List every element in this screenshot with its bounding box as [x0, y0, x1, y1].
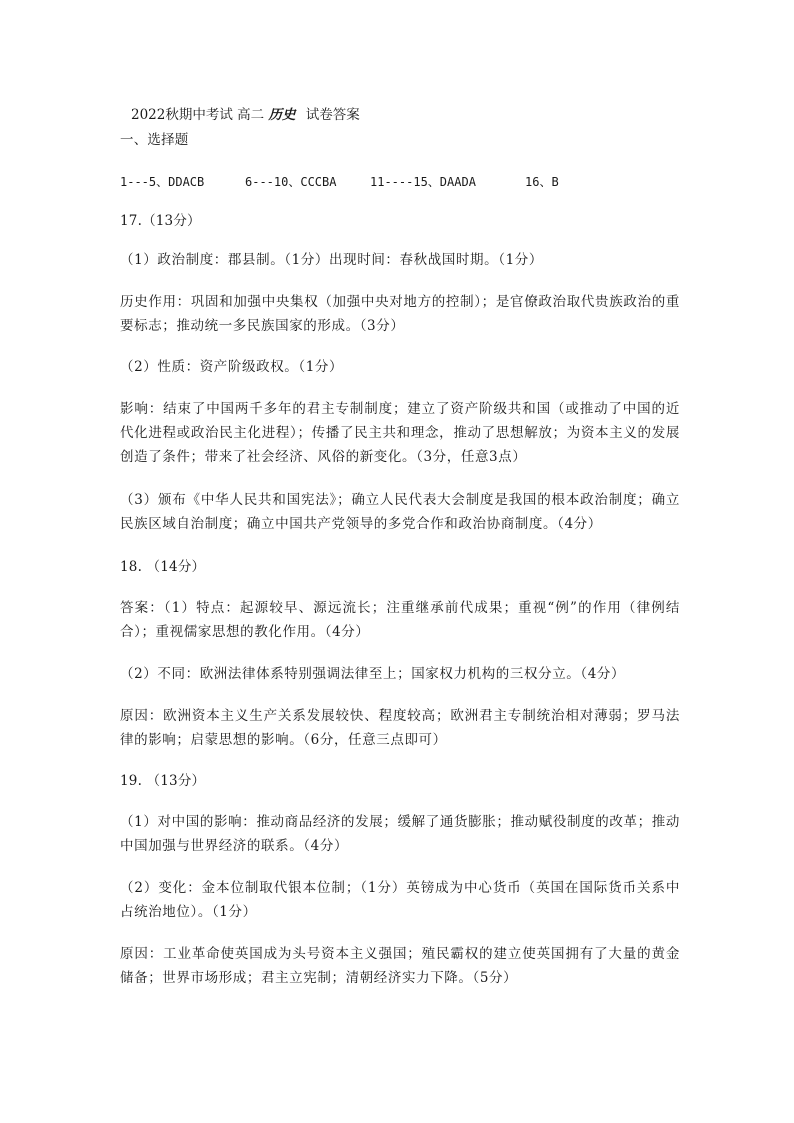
q18-part2: （2）不同：欧洲法律体系特别强调法律至上；国家权力机构的三权分立。（4分）: [120, 666, 626, 682]
q19-reasons: 原因：工业革命使英国成为头号资本主义强国；殖民霸权的建立使英国拥有了大量的黄金储备；世界市场形成；君主立宪制；清朝经济实力下降。（5分）: [120, 946, 680, 986]
grade: 高二: [237, 107, 265, 123]
page-title: [131, 103, 360, 127]
doc-type: 试卷答案: [305, 107, 360, 123]
answers-16: 16、B: [525, 175, 559, 189]
q17-part3: （3）颁布《中华人民共和国宪法》；确立人民代表大会制度是我国的根本政治制度；确立民族区域自治制度；确立中国共产党领导的多党合作和政治协商制度。（4分）: [120, 492, 680, 532]
q18-reasons: 原因：欧洲资本主义生产关系发展较快、程度较高；欧洲君主专制统治相对薄弱；罗马法律的影响；启蒙思想的影响。（6分，任意三点即可）: [120, 708, 680, 748]
q19-heading: 19. （13分）: [120, 773, 206, 789]
q17-part1-effect: 历史作用：巩固和加强中央集权（加强中央对地方的控制）；是官僚政治取代贵族政治的重要标志；推动统一多民族国家的形成。（3分）: [120, 294, 680, 334]
answers-11-15: 11----15、DAADA: [370, 175, 476, 189]
q19-part2: （2）变化：金本位制取代银本位制；（1分）英镑成为中心货币（英国在国际货币关系中占统治地位）。（1分）: [120, 880, 680, 920]
section-title-choice: 一、选择题: [120, 132, 189, 148]
q18-part1: 答案：（1）特点：起源较早、源远流长；注重继承前代成果；重视“例”的作用（律例结合）；重视儒家思想的教化作用。（4分）: [120, 600, 680, 640]
answers-6-10: 6---10、CCCBA: [245, 175, 337, 189]
q17-part2: （2）性质：资产阶级政权。（1分）: [120, 359, 344, 375]
q17-heading: 17.（13分）: [120, 213, 201, 229]
subject: 历史: [268, 107, 296, 123]
q17-part2-impact: 影响：结束了中国两千多年的君主专制制度；建立了资产阶级共和国（或推动了中国的近代化进程或政治民主化进程）；传播了民主共和理念，推动了思想解放；为资本主义的发展创造了条件；带来了社会经济、风俗的新变化。（3分，任意3点）: [120, 401, 680, 465]
answers-1-5: 1---5、DDACB: [120, 175, 205, 189]
q17-part1: （1）政治制度：郡县制。（1分）出现时间：春秋战国时期。（1分）: [120, 252, 543, 268]
q18-heading: 18. （14分）: [120, 559, 206, 575]
choice-answers: [120, 170, 559, 194]
exam-name: 2022秋期中考试: [131, 107, 233, 123]
q19-part1: （1）对中国的影响：推动商品经济的发展；缓解了通货膨胀；推动赋役制度的改革；推动中国加强与世界经济的联系。（4分）: [120, 814, 680, 854]
